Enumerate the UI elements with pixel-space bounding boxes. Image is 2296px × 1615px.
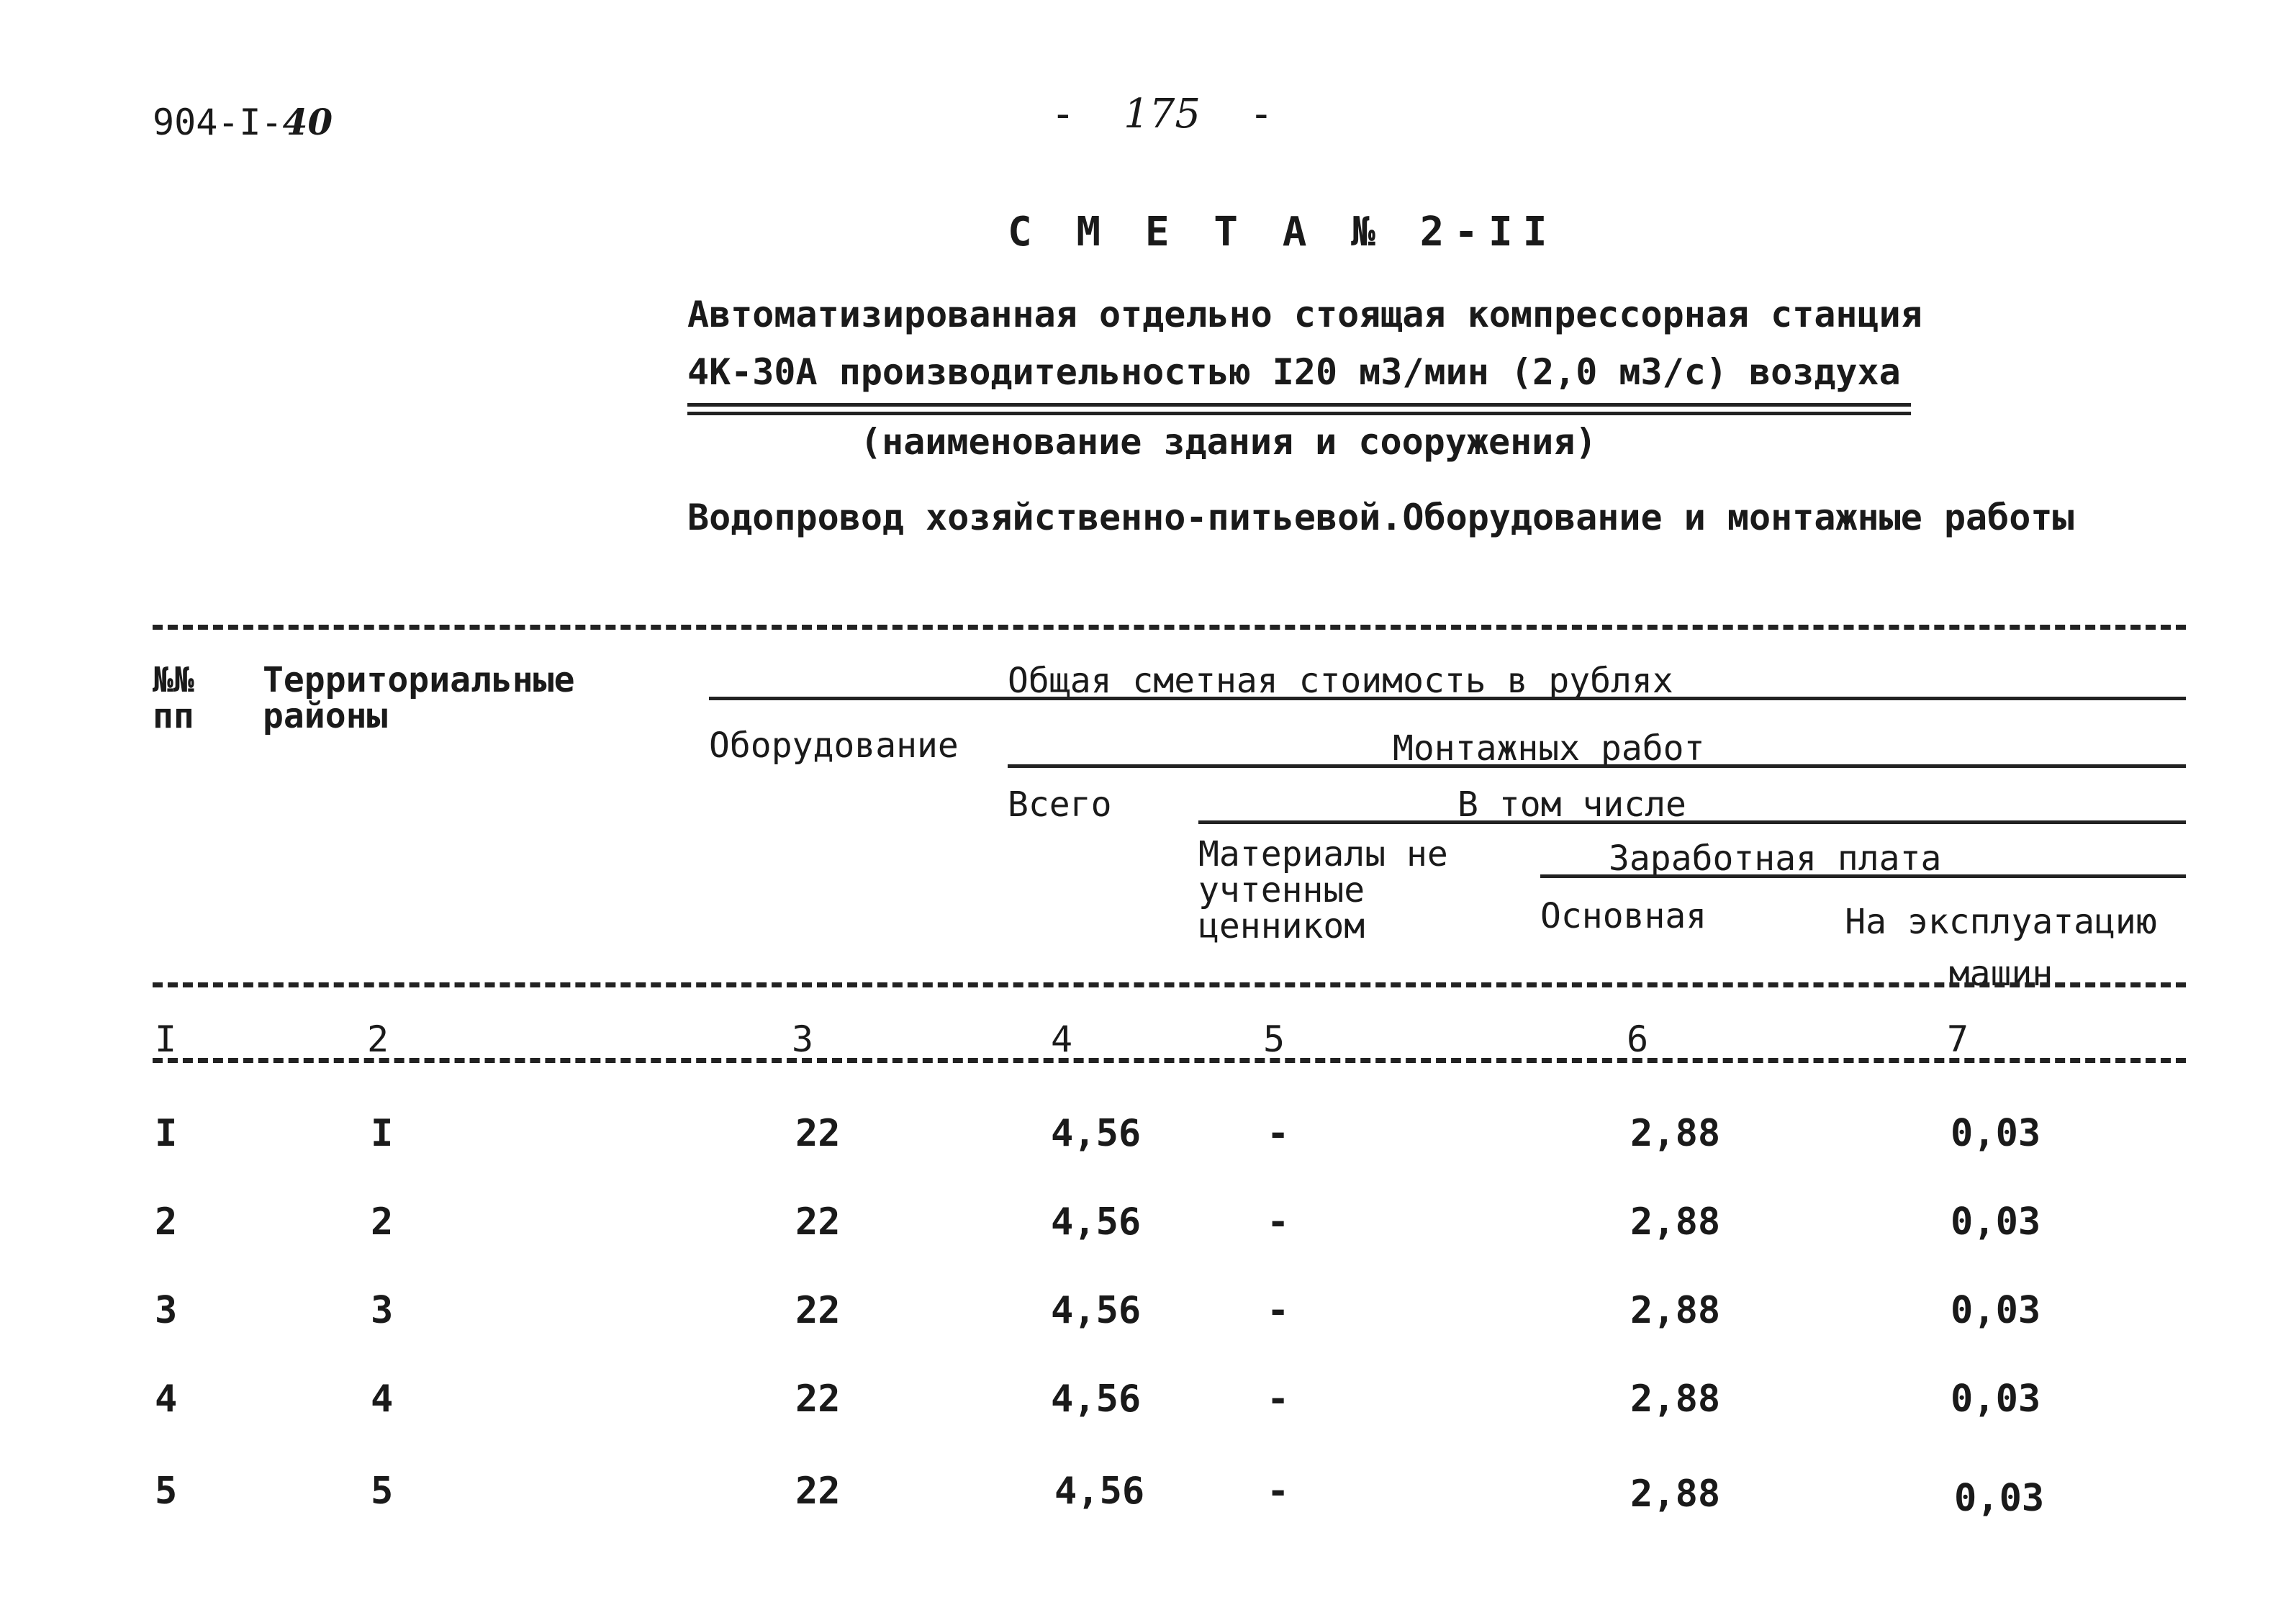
column-number-1: I [155, 1018, 177, 1060]
page-number-value: 175 [1124, 91, 1201, 137]
header-installation-rule [1008, 764, 2186, 768]
row-basic-wages: 2,88 [1630, 1378, 1721, 1421]
building-name-underline [687, 403, 1911, 407]
column-number-7: 7 [1947, 1018, 1969, 1060]
header-total-cost-rule [709, 697, 2186, 700]
row-basic-wages: 2,88 [1630, 1472, 1721, 1516]
row-total: 4,56 [1051, 1289, 1142, 1332]
table-top-rule [153, 625, 2186, 630]
row-number: 4 [155, 1378, 178, 1421]
estimate-title: С М Е Т А № 2-II [1008, 209, 1558, 255]
row-region: 5 [371, 1470, 394, 1513]
page-number [1051, 91, 1273, 137]
header-installation-works: Монтажных работ [1393, 728, 1705, 769]
row-machine-operation: 0,03 [1951, 1112, 2041, 1155]
row-number: 5 [155, 1470, 178, 1513]
header-equipment: Оборудование [709, 725, 959, 766]
row-machine-operation: 0,03 [1951, 1378, 2041, 1421]
table-header-bottom-rule [153, 982, 2186, 987]
row-region: 2 [371, 1200, 394, 1244]
building-name-line-1: Автоматизированная отдельно стоящая компрессорная станция [687, 294, 1922, 335]
row-materials: - [1267, 1289, 1290, 1332]
row-materials: - [1267, 1200, 1290, 1244]
column-number-5: 5 [1263, 1018, 1285, 1060]
row-equipment: 22 [795, 1470, 841, 1513]
row-materials: - [1267, 1470, 1290, 1513]
row-region: 4 [371, 1378, 394, 1421]
page-dash-right: - [1249, 91, 1274, 137]
row-machine-operation: 0,03 [1954, 1477, 2045, 1520]
header-materials: Материалы не учтенные ценником [1198, 834, 1448, 946]
row-total: 4,56 [1051, 1378, 1142, 1421]
row-materials: - [1267, 1378, 1290, 1421]
header-wages: Заработная плата [1609, 838, 1942, 879]
row-number: 2 [155, 1200, 178, 1244]
row-equipment: 22 [795, 1378, 841, 1421]
row-basic-wages: 2,88 [1630, 1112, 1721, 1155]
row-equipment: 22 [795, 1112, 841, 1155]
row-total: 4,56 [1051, 1112, 1142, 1155]
column-number-4: 4 [1051, 1018, 1073, 1060]
column-number-2: 2 [367, 1018, 389, 1060]
header-machine-operation: На эксплуатацию машин [1845, 902, 2157, 994]
document-code-print: 904-I- [153, 101, 283, 143]
row-equipment: 22 [795, 1289, 841, 1332]
row-region: 3 [371, 1289, 394, 1332]
header-total: Всего [1008, 784, 1112, 825]
row-number: I [155, 1112, 178, 1155]
column-number-6: 6 [1627, 1018, 1649, 1060]
row-materials: - [1267, 1112, 1290, 1155]
page-dash-left: - [1051, 91, 1075, 137]
work-subject: Водопровод хозяйственно-питьевой.Оборудование и монтажные работы [687, 497, 2074, 538]
building-name-underline-2 [687, 412, 1911, 415]
header-including: В том числе [1457, 784, 1686, 825]
row-machine-operation: 0,03 [1951, 1200, 2041, 1244]
row-total: 4,56 [1051, 1200, 1142, 1244]
row-total: 4,56 [1054, 1470, 1145, 1513]
row-basic-wages: 2,88 [1630, 1200, 1721, 1244]
document-code-handwritten: 40 [282, 101, 333, 143]
header-basic-wages: Основная [1540, 896, 1707, 936]
row-machine-operation: 0,03 [1951, 1289, 2041, 1332]
building-name-caption: (наименование здания и сооружения) [860, 421, 1597, 463]
row-basic-wages: 2,88 [1630, 1289, 1721, 1332]
column-number-rule [153, 1058, 2186, 1063]
header-including-rule [1198, 820, 2186, 824]
row-equipment: 22 [795, 1200, 841, 1244]
header-wages-rule [1540, 874, 2186, 878]
row-region: I [371, 1112, 394, 1155]
header-row-number: №№ пп [153, 660, 194, 736]
row-number: 3 [155, 1289, 178, 1332]
column-number-3: 3 [792, 1018, 814, 1060]
header-total-estimated-cost: Общая сметная стоимость в рублях [1008, 661, 1673, 701]
header-territorial-region: Территориальные районы [263, 660, 575, 736]
document-code [153, 101, 333, 143]
building-name-line-2: 4К-30А производительностью I20 м3/мин (2,0 м3/с) воздуха [687, 351, 1901, 393]
